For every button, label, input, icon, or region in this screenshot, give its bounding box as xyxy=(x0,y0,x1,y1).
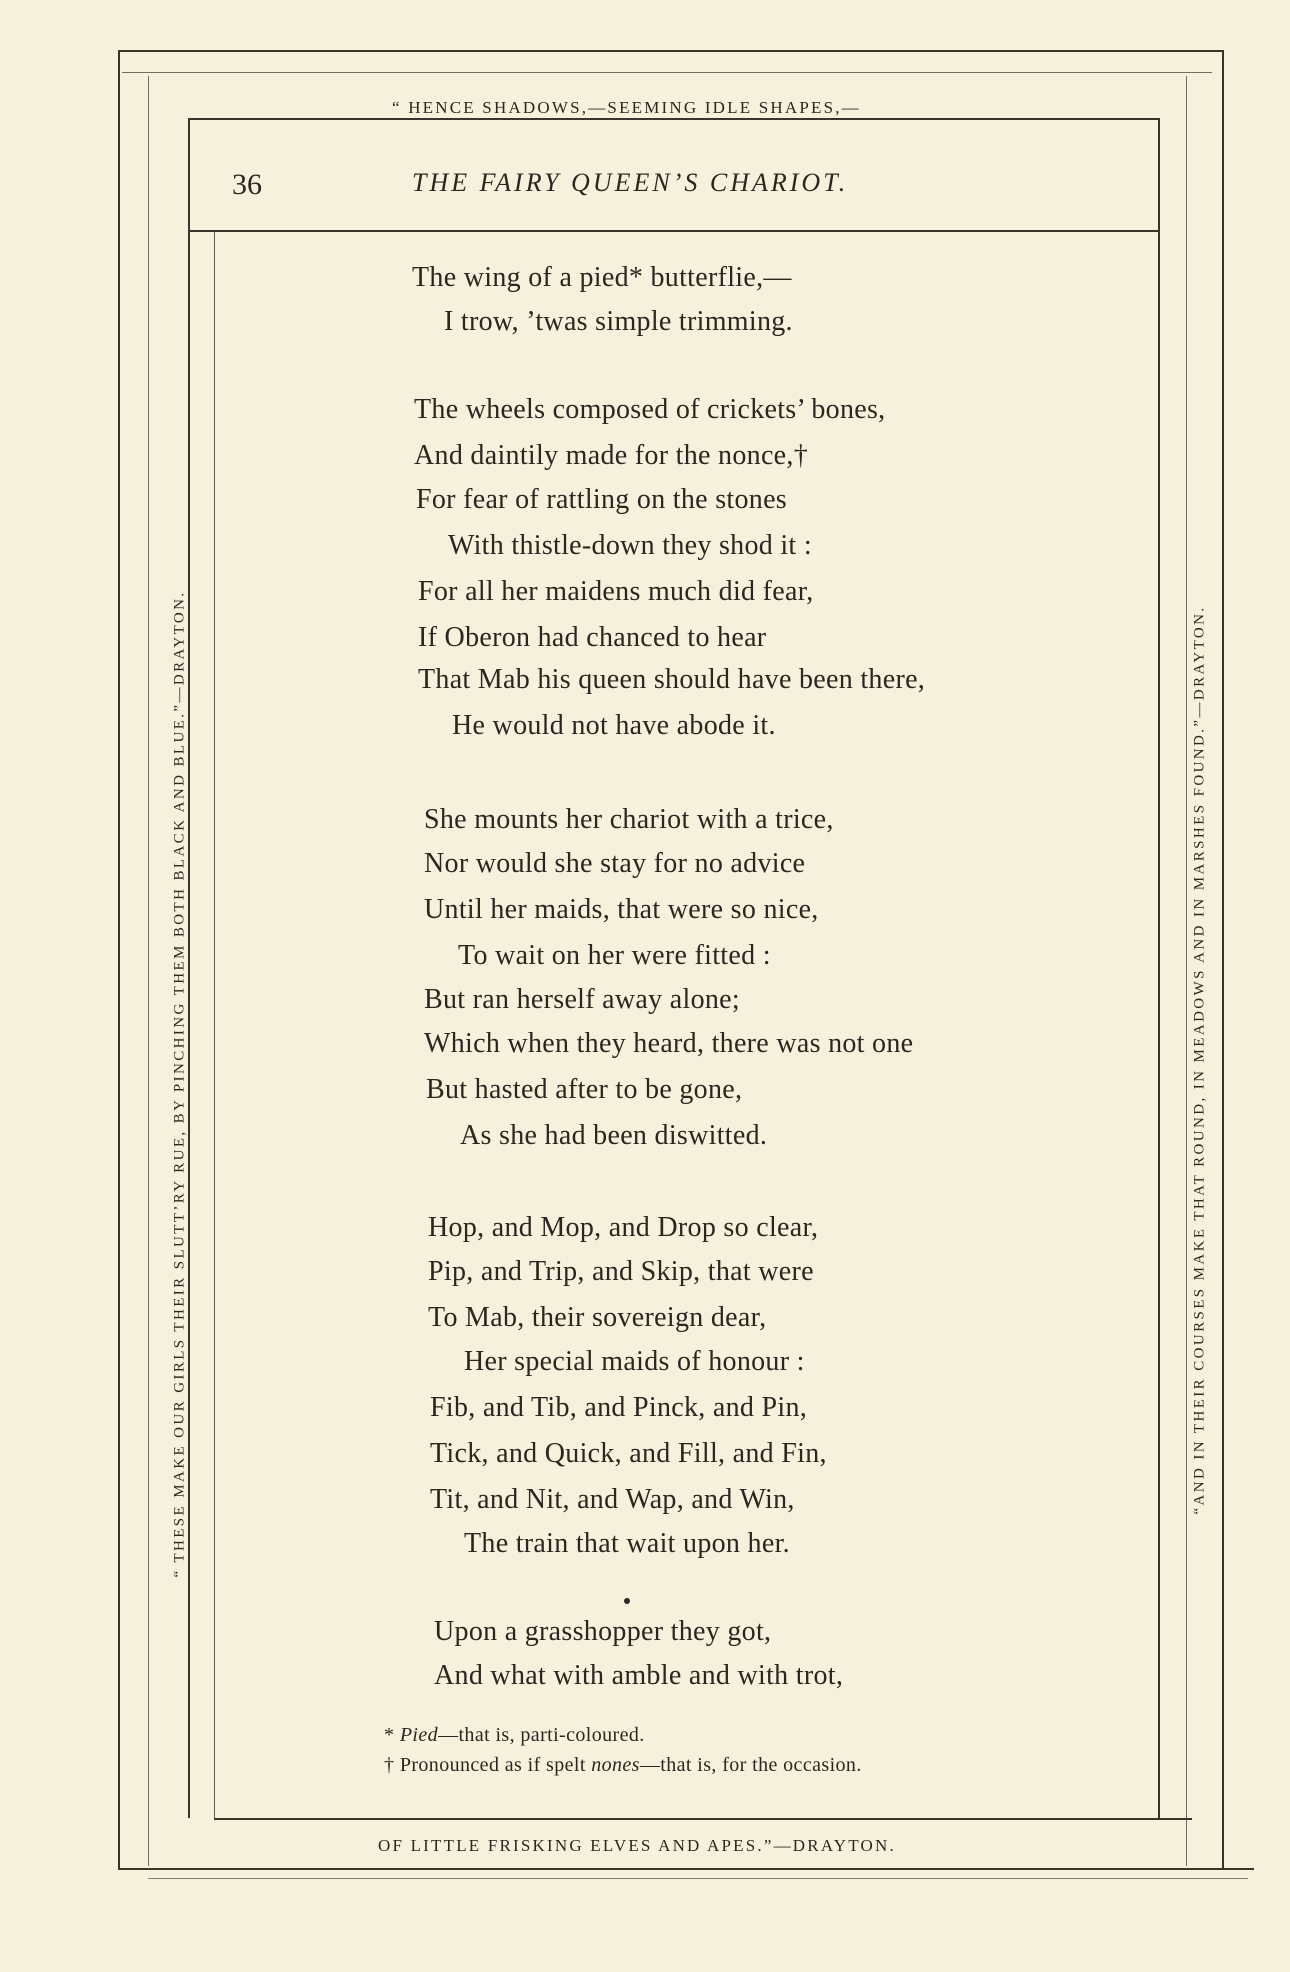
poem-line: Tit, and Nit, and Wap, and Win, xyxy=(430,1484,795,1515)
poem-line: Pip, and Trip, and Skip, that were xyxy=(428,1256,814,1287)
poem-line: The wing of a pied* butterflie,— xyxy=(412,262,792,293)
poem-line: Her special maids of honour : xyxy=(464,1346,805,1377)
footnote-italic: nones xyxy=(591,1754,640,1776)
footnote-term: Pronounced as if spelt xyxy=(399,1754,592,1776)
poem-line: And daintily made for the nonce,† xyxy=(414,440,809,471)
poem-line: To wait on her were fitted : xyxy=(458,940,771,971)
border-quote-left: “ THESE MAKE OUR GIRLS THEIR SLUTT’RY RUE, BY PINCHING THEM BOTH BLACK AND BLUE.”—DRAYTON. xyxy=(171,590,188,1578)
footnote xyxy=(384,1724,645,1747)
section-ornament xyxy=(624,1598,630,1604)
poem-line: And what with amble and with trot, xyxy=(434,1660,844,1691)
poem-line: But hasted after to be gone, xyxy=(426,1074,743,1105)
poem-line: For all her maidens much did fear, xyxy=(418,576,814,607)
poem-line: Until her maids, that were so nice, xyxy=(424,894,819,925)
poem-line: Upon a grasshopper they got, xyxy=(434,1616,772,1647)
poem-line: As she had been diswitted. xyxy=(460,1120,768,1151)
footnote-text: —that is, parti-coloured. xyxy=(438,1724,645,1746)
poem-line: Hop, and Mop, and Drop so clear, xyxy=(428,1212,819,1243)
poem-line: With thistle-down they shod it : xyxy=(448,530,812,561)
footnote-mark: † xyxy=(384,1754,395,1776)
poem-line: The wheels composed of crickets’ bones, xyxy=(414,394,886,425)
poem-line: Nor would she stay for no advice xyxy=(424,848,806,879)
poem-line: He would not have abode it. xyxy=(452,710,776,741)
page-title: THE FAIRY QUEEN’S CHARIOT. xyxy=(412,168,849,197)
poem-line: That Mab his queen should have been there, xyxy=(418,664,926,695)
footnote-text: —that is, for the occasion. xyxy=(639,1754,862,1776)
poem-line: I trow, ’twas simple trimming. xyxy=(444,306,793,337)
poem-line: Tick, and Quick, and Fill, and Fin, xyxy=(430,1438,827,1469)
border-quote-bottom: OF LITTLE FRISKING ELVES AND APES.”—DRAYTON. xyxy=(378,1836,896,1855)
footnote-mark: * xyxy=(384,1724,395,1746)
poem-line: Fib, and Tib, and Pinck, and Pin, xyxy=(430,1392,808,1423)
footnote xyxy=(384,1754,862,1777)
border-quote-top: “ HENCE SHADOWS,—SEEMING IDLE SHAPES,— xyxy=(392,98,861,117)
footnote-term: Pied xyxy=(399,1724,439,1746)
poem-line: For fear of rattling on the stones xyxy=(416,484,788,515)
poem-line: If Oberon had chanced to hear xyxy=(418,622,767,653)
poem-line: Which when they heard, there was not one xyxy=(424,1028,914,1059)
poem-line: She mounts her chariot with a trice, xyxy=(424,804,834,835)
poem-line: But ran herself away alone; xyxy=(424,984,740,1015)
page-number: 36 xyxy=(232,168,262,201)
border-quote-right: “AND IN THEIR COURSES MAKE THAT ROUND, IN MEADOWS AND IN MARSHES FOUND.”—DRAYTON. xyxy=(1191,605,1208,1515)
poem-line: The train that wait upon her. xyxy=(464,1528,790,1559)
poem-line: To Mab, their sovereign dear, xyxy=(428,1302,767,1333)
